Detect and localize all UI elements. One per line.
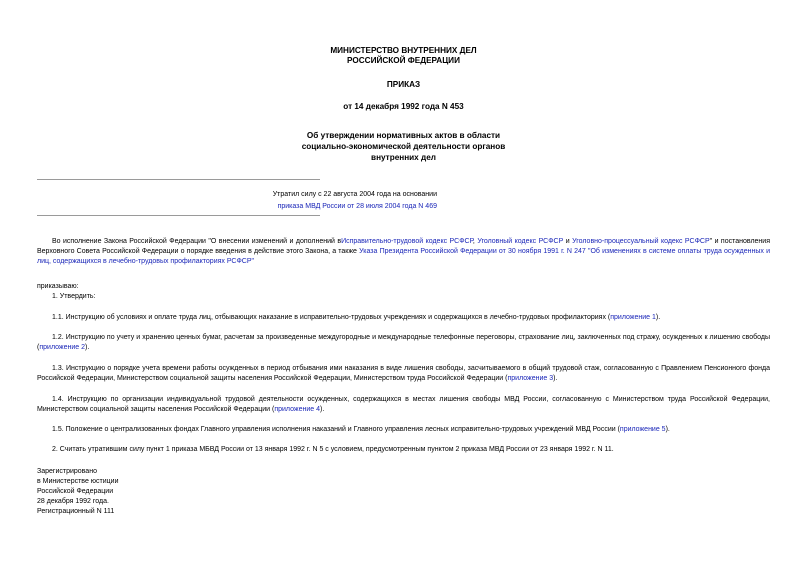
order-word: приказываю: [37, 283, 79, 290]
preamble-link-itk[interactable]: Исправительно-трудовой кодекс РСФСР [341, 238, 473, 245]
divider-bottom [37, 215, 320, 216]
preamble-text-2: , [472, 238, 478, 245]
registration-line1: Зарегистрировано [37, 468, 97, 475]
preamble-text-4: " и постановления Верховного Совета Российской Федерации о порядке введения в действие этого Закона, а также [37, 238, 770, 255]
registration-line5: Регистрационный N 111 [37, 508, 115, 515]
registration-line3: Российской Федерации [37, 488, 114, 495]
appendix-5-link[interactable]: приложение 5 [619, 426, 666, 433]
preamble-text-3: и [563, 238, 573, 245]
preamble-text-1: Во исполнение Закона Российской Федерации "О внесении изменений и дополнений в [52, 238, 342, 245]
sub-item-end: ). [319, 406, 325, 413]
registration-line2: в Министерстве юстиции [37, 478, 119, 485]
divider-top [37, 179, 320, 180]
preamble-link-decree[interactable]: Указа Президента Российской Федерации от 30 ноября 1991 г. N 247 "Об изменениях в системе оплаты труда осужденных и лиц, содержащихся в лечебно-трудовых профилакториях РСФСР" [37, 248, 770, 265]
item-2: 2. Считать утратившим силу пункт 1 приказа МБВД России от 13 января 1992 г. N 5 с условием, предусмотренным пунктом 2 приказа МВД России от 23 января 1992 г. N 11. [52, 446, 614, 453]
sub-item-end: ). [655, 314, 661, 321]
sub-item-text: 1.1. Инструкцию об условиях и оплате труда лиц, отбывающих наказание в исправительно-трудовых учреждениях и содержащихся в лечебно-трудовых профилакториях ( [52, 314, 611, 321]
status-note-text: Утратил силу с 22 августа 2004 года на основании [272, 191, 437, 198]
document-title-line1: Об утверждении нормативных актов в области [306, 131, 501, 140]
status-note-link-line [37, 202, 437, 212]
item-1: 1. Утвердить: [52, 293, 96, 300]
status-note-link[interactable]: приказа МВД России от 28 июля 2004 года N 469 [277, 203, 437, 210]
sub-item-1-3 [37, 364, 770, 384]
ministry-name-line2: РОССИЙСКОЙ ФЕДЕРАЦИИ [347, 56, 460, 65]
registration-line4: 28 декабря 1992 года. [37, 498, 109, 505]
document-title-line2: социально-экономической деятельности органов [301, 142, 506, 151]
sub-item-1-4 [37, 395, 770, 415]
sub-item-1-5 [37, 425, 770, 435]
preamble-link-upk[interactable]: Уголовно-процессуальный кодекс РСФСР [572, 238, 710, 245]
sub-item-end: ). [553, 375, 558, 382]
sub-item-1-2 [37, 333, 770, 353]
document-date-number: от 14 декабря 1992 года N 453 [343, 102, 464, 111]
sub-item-1-1 [37, 313, 770, 323]
sub-item-text: 1.3. Инструкцию о порядке учета времени работы осужденных в период отбывания ими наказания в виде лишения свободы, засчитываемого в общий трудовой стаж, согласованную с Правлением Пенсионного фонда Российской Федерации, Министерством социальной защиты населения Российской Федерации, Министерством труда Российской Федерации ( [37, 365, 770, 382]
appendix-1-link[interactable]: приложение 1 [610, 314, 656, 321]
preamble-link-uk[interactable]: Уголовный кодекс РСФСР [477, 238, 564, 245]
sub-item-end: ). [85, 344, 90, 351]
appendix-2-link[interactable]: приложение 2 [39, 344, 85, 351]
preamble-paragraph [37, 237, 770, 267]
document-title-line3: внутренних дел [371, 153, 436, 162]
appendix-4-link[interactable]: приложение 4 [274, 406, 320, 413]
appendix-3-link[interactable]: приложение 3 [507, 375, 554, 382]
sub-item-end: ). [665, 426, 670, 433]
ministry-name-line1: МИНИСТЕРСТВО ВНУТРЕННИХ ДЕЛ [330, 46, 477, 55]
sub-item-text: 1.2. Инструкцию по учету и хранению ценных бумаг, расчетам за произведенные междугородные и международные телефонные переговоры, страхование лиц, заключенных под стражу, осужденных к лишению свободы ( [37, 334, 770, 351]
sub-item-text: 1.4. Инструкцию по организации индивидуальной трудовой деятельности осужденных, содержащихся в местах лишения свободы МВД России, согласованную с Министерством труда Российской Федерации, Министерством социальной защиты населения Российской Федерации ( [37, 396, 770, 413]
sub-item-text: 1.5. Положение о централизованных фондах Главного управления исполнения наказаний и Главного управления лесных исправительно-трудовых учреждений МВД России ( [52, 426, 620, 433]
document-type: ПРИКАЗ [386, 80, 421, 89]
